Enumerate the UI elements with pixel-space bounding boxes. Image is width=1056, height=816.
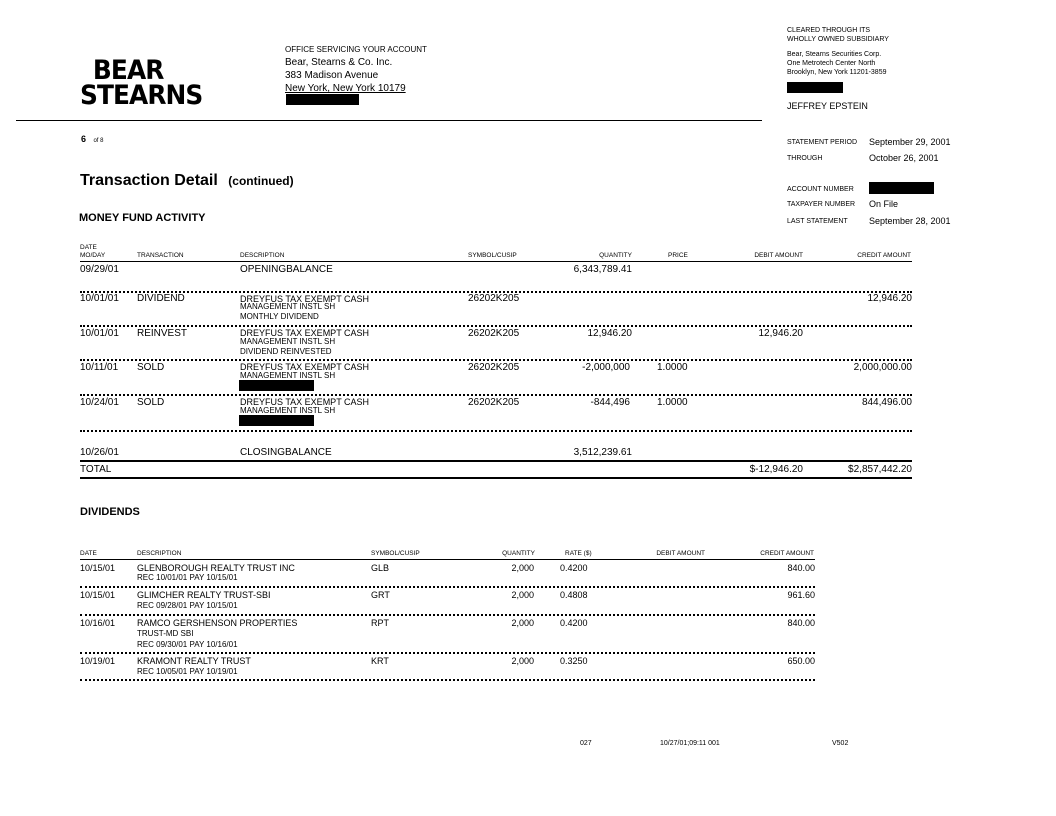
taxpayer-label: TAXPAYER NUMBER [787,201,856,208]
mf-row-quantity: 12,946.20 [587,328,632,339]
div-header-debit: DEBIT AMOUNT [656,550,705,557]
footer-timestamp: 10/27/01;09:11 001 [660,740,720,747]
mf-row-price: 1.0000 [657,362,688,373]
total-label: TOTAL [80,464,112,475]
mf-row-quantity: -2,000,000 [582,362,630,373]
div-row-rate: 0.4200 [560,563,588,573]
div-row-credit: 650.00 [787,656,815,666]
total-credit: $2,857,442.20 [848,464,912,475]
mf-header-rule [80,261,912,262]
mf-header-transaction: TRANSACTION [137,252,184,259]
mf-header-debit: DEBIT AMOUNT [754,252,803,259]
div-row-desc1: GLENBOROUGH REALTY TRUST INC [137,563,295,573]
div-row-quantity: 2,000 [511,563,534,573]
row-divider [80,586,815,588]
div-row-date: 10/15/01 [80,563,116,573]
mf-row-transaction: SOLD [137,362,165,373]
total-top-rule [80,460,912,462]
mf-row-symbol: 26202K205 [468,328,520,339]
mf-row-desc1: DREYFUS TAX EXEMPT CASH [240,328,370,338]
mf-row-desc2: MANAGEMENT INSTL SH [240,371,336,380]
div-header-date: DATE [80,550,97,557]
client-name: JEFFREY EPSTEIN [787,101,868,111]
mf-row-date: 10/01/01 [80,328,119,339]
div-row-rate: 0.3250 [560,656,588,666]
div-row-date: 10/16/01 [80,618,116,628]
row-divider [80,394,912,396]
footer-code: 027 [580,740,592,747]
div-header-quantity: QUANTITY [502,550,535,557]
mf-row-desc2: MANAGEMENT INSTL SH [240,337,336,346]
mf-row-desc2: MANAGEMENT INSTL SH [240,302,336,311]
row-divider [80,359,912,361]
div-row-desc2: REC 10/01/01 PAY 10/15/01 [137,573,238,582]
clearing-line-5: Brooklyn, New York 11201-3859 [787,69,887,76]
div-row-quantity: 2,000 [511,590,534,600]
mf-row-desc1: DREYFUS TAX EXEMPT CASH [240,397,370,407]
redaction-row [239,380,314,391]
row-divider [80,652,815,654]
closing-description: CLOSINGBALANCE [240,447,332,458]
office-line-1: Bear, Stearns & Co. Inc. [285,57,393,68]
mf-row-credit: 844,496.00 [861,397,912,408]
mf-row-desc1: DREYFUS TAX EXEMPT CASH [240,294,370,304]
last-statement-label: LAST STATEMENT [787,218,848,225]
mf-header-price: PRICE [668,252,688,259]
mf-row-debit: 12,946.20 [758,328,803,339]
clearing-block [787,26,889,77]
div-row-rate: 0.4200 [560,618,588,628]
clearing-line-1: CLEARED THROUGH ITS [787,27,871,34]
mf-header-description: DESCRIPTION [240,252,285,259]
period-value: September 29, 2001 [869,137,951,147]
page-number-value: 6 [81,134,87,144]
div-row-quantity: 2,000 [511,618,534,628]
mf-row-desc2: MANAGEMENT INSTL SH [240,406,336,415]
div-row-desc1: KRAMONT REALTY TRUST [137,656,251,666]
clearing-line-3: Bear, Stearns Securities Corp. [787,51,882,58]
mf-row-date: 10/01/01 [80,293,119,304]
page-of: of 8 [93,138,104,144]
row-divider [80,430,912,432]
office-title: OFFICE SERVICING YOUR ACCOUNT [285,45,427,54]
div-row-credit: 961.60 [787,590,815,600]
div-row-credit: 840.00 [787,563,815,573]
taxpayer-value: On File [869,199,899,209]
row-divider [80,325,912,327]
opening-description: OPENINGBALANCE [240,264,333,275]
mf-row-symbol: 26202K205 [468,293,520,304]
mf-header-date: DATE [80,244,97,251]
title-main: Transaction Detail [80,172,218,189]
row-divider [80,679,815,681]
mf-row-transaction: SOLD [137,397,165,408]
div-row-symbol: KRT [371,656,389,666]
last-statement-value: September 28, 2001 [869,216,951,226]
mf-row-desc3: DIVIDEND REINVESTED [240,347,332,356]
redaction-account [869,182,934,194]
closing-quantity: 3,512,239.61 [573,447,632,458]
redaction-row [239,415,314,426]
clearing-line-4: One Metrotech Center North [787,60,876,67]
mf-row-date: 10/11/01 [80,362,119,373]
through-label: THROUGH [787,155,823,162]
footer-version: V502 [832,740,849,747]
closing-date: 10/26/01 [80,447,119,458]
title-continued: (continued) [228,174,294,188]
account-label: ACCOUNT NUMBER [787,186,854,193]
div-row-desc1: GLIMCHER REALTY TRUST-SBI [137,590,271,600]
div-row-desc2: TRUST-MD SBI [137,629,194,638]
redaction-office [286,94,359,105]
dividends-heading: DIVIDENDS [80,506,140,518]
redaction-clearing [787,82,843,93]
row-divider [80,614,815,616]
opening-quantity: 6,343,789.41 [573,264,632,275]
total-bottom-rule [80,477,912,479]
mf-row-transaction: REINVEST [137,328,188,339]
div-row-desc2: REC 09/28/01 PAY 10/15/01 [137,601,238,610]
office-address [285,43,427,95]
mf-row-symbol: 26202K205 [468,362,520,373]
total-debit: $-12,946.20 [749,464,803,475]
mf-row-price: 1.0000 [657,397,688,408]
header-rule [16,120,762,121]
div-header-credit: CREDIT AMOUNT [760,550,814,557]
div-header-symbol: SYMBOL/CUSIP [371,550,420,557]
page-title [80,172,294,190]
div-row-desc1: RAMCO GERSHENSON PROPERTIES [137,618,298,628]
mf-header-credit: CREDIT AMOUNT [857,252,911,259]
div-row-rate: 0.4808 [560,590,588,600]
page-number [81,129,103,147]
clearing-line-2: WHOLLY OWNED SUBSIDIARY [787,36,889,43]
logo-line-1: BEAR [92,55,164,86]
div-row-symbol: RPT [371,618,389,628]
div-row-symbol: GRT [371,590,390,600]
period-label: STATEMENT PERIOD [787,139,858,146]
div-row-desc3: REC 09/30/01 PAY 10/16/01 [137,640,238,649]
mf-header-quantity: QUANTITY [599,252,632,259]
div-row-symbol: GLB [371,563,390,573]
mf-row-date: 10/24/01 [80,397,119,408]
bear-stearns-logo [80,55,203,111]
office-line-3: New York, New York 10179 [285,83,406,94]
logo-line-2: STEARNS [80,80,203,111]
mf-row-desc3: MONTHLY DIVIDEND [240,312,319,321]
mf-row-symbol: 26202K205 [468,397,520,408]
mf-header-moday: MO/DAY [80,252,106,259]
office-line-2: 383 Madison Avenue [285,70,379,81]
mf-row-quantity: -844,496 [590,397,630,408]
div-row-date: 10/19/01 [80,656,116,666]
through-value: October 26, 2001 [869,153,939,163]
opening-date: 09/29/01 [80,264,119,275]
mf-row-credit: 12,946.20 [867,293,912,304]
mf-row-desc1: DREYFUS TAX EXEMPT CASH [240,362,370,372]
div-header-rate: RATE ($) [565,550,592,557]
money-fund-heading: MONEY FUND ACTIVITY [79,212,206,224]
div-header-description: DESCRIPTION [137,550,182,557]
div-row-desc2: REC 10/05/01 PAY 10/19/01 [137,667,238,676]
mf-header-symbol: SYMBOL/CUSIP [468,252,517,259]
mf-row-transaction: DIVIDEND [137,293,185,304]
mf-row-credit: 2,000,000.00 [853,362,912,373]
div-row-credit: 840.00 [787,618,815,628]
div-header-rule [80,559,815,560]
div-row-quantity: 2,000 [511,656,534,666]
div-row-date: 10/15/01 [80,590,116,600]
